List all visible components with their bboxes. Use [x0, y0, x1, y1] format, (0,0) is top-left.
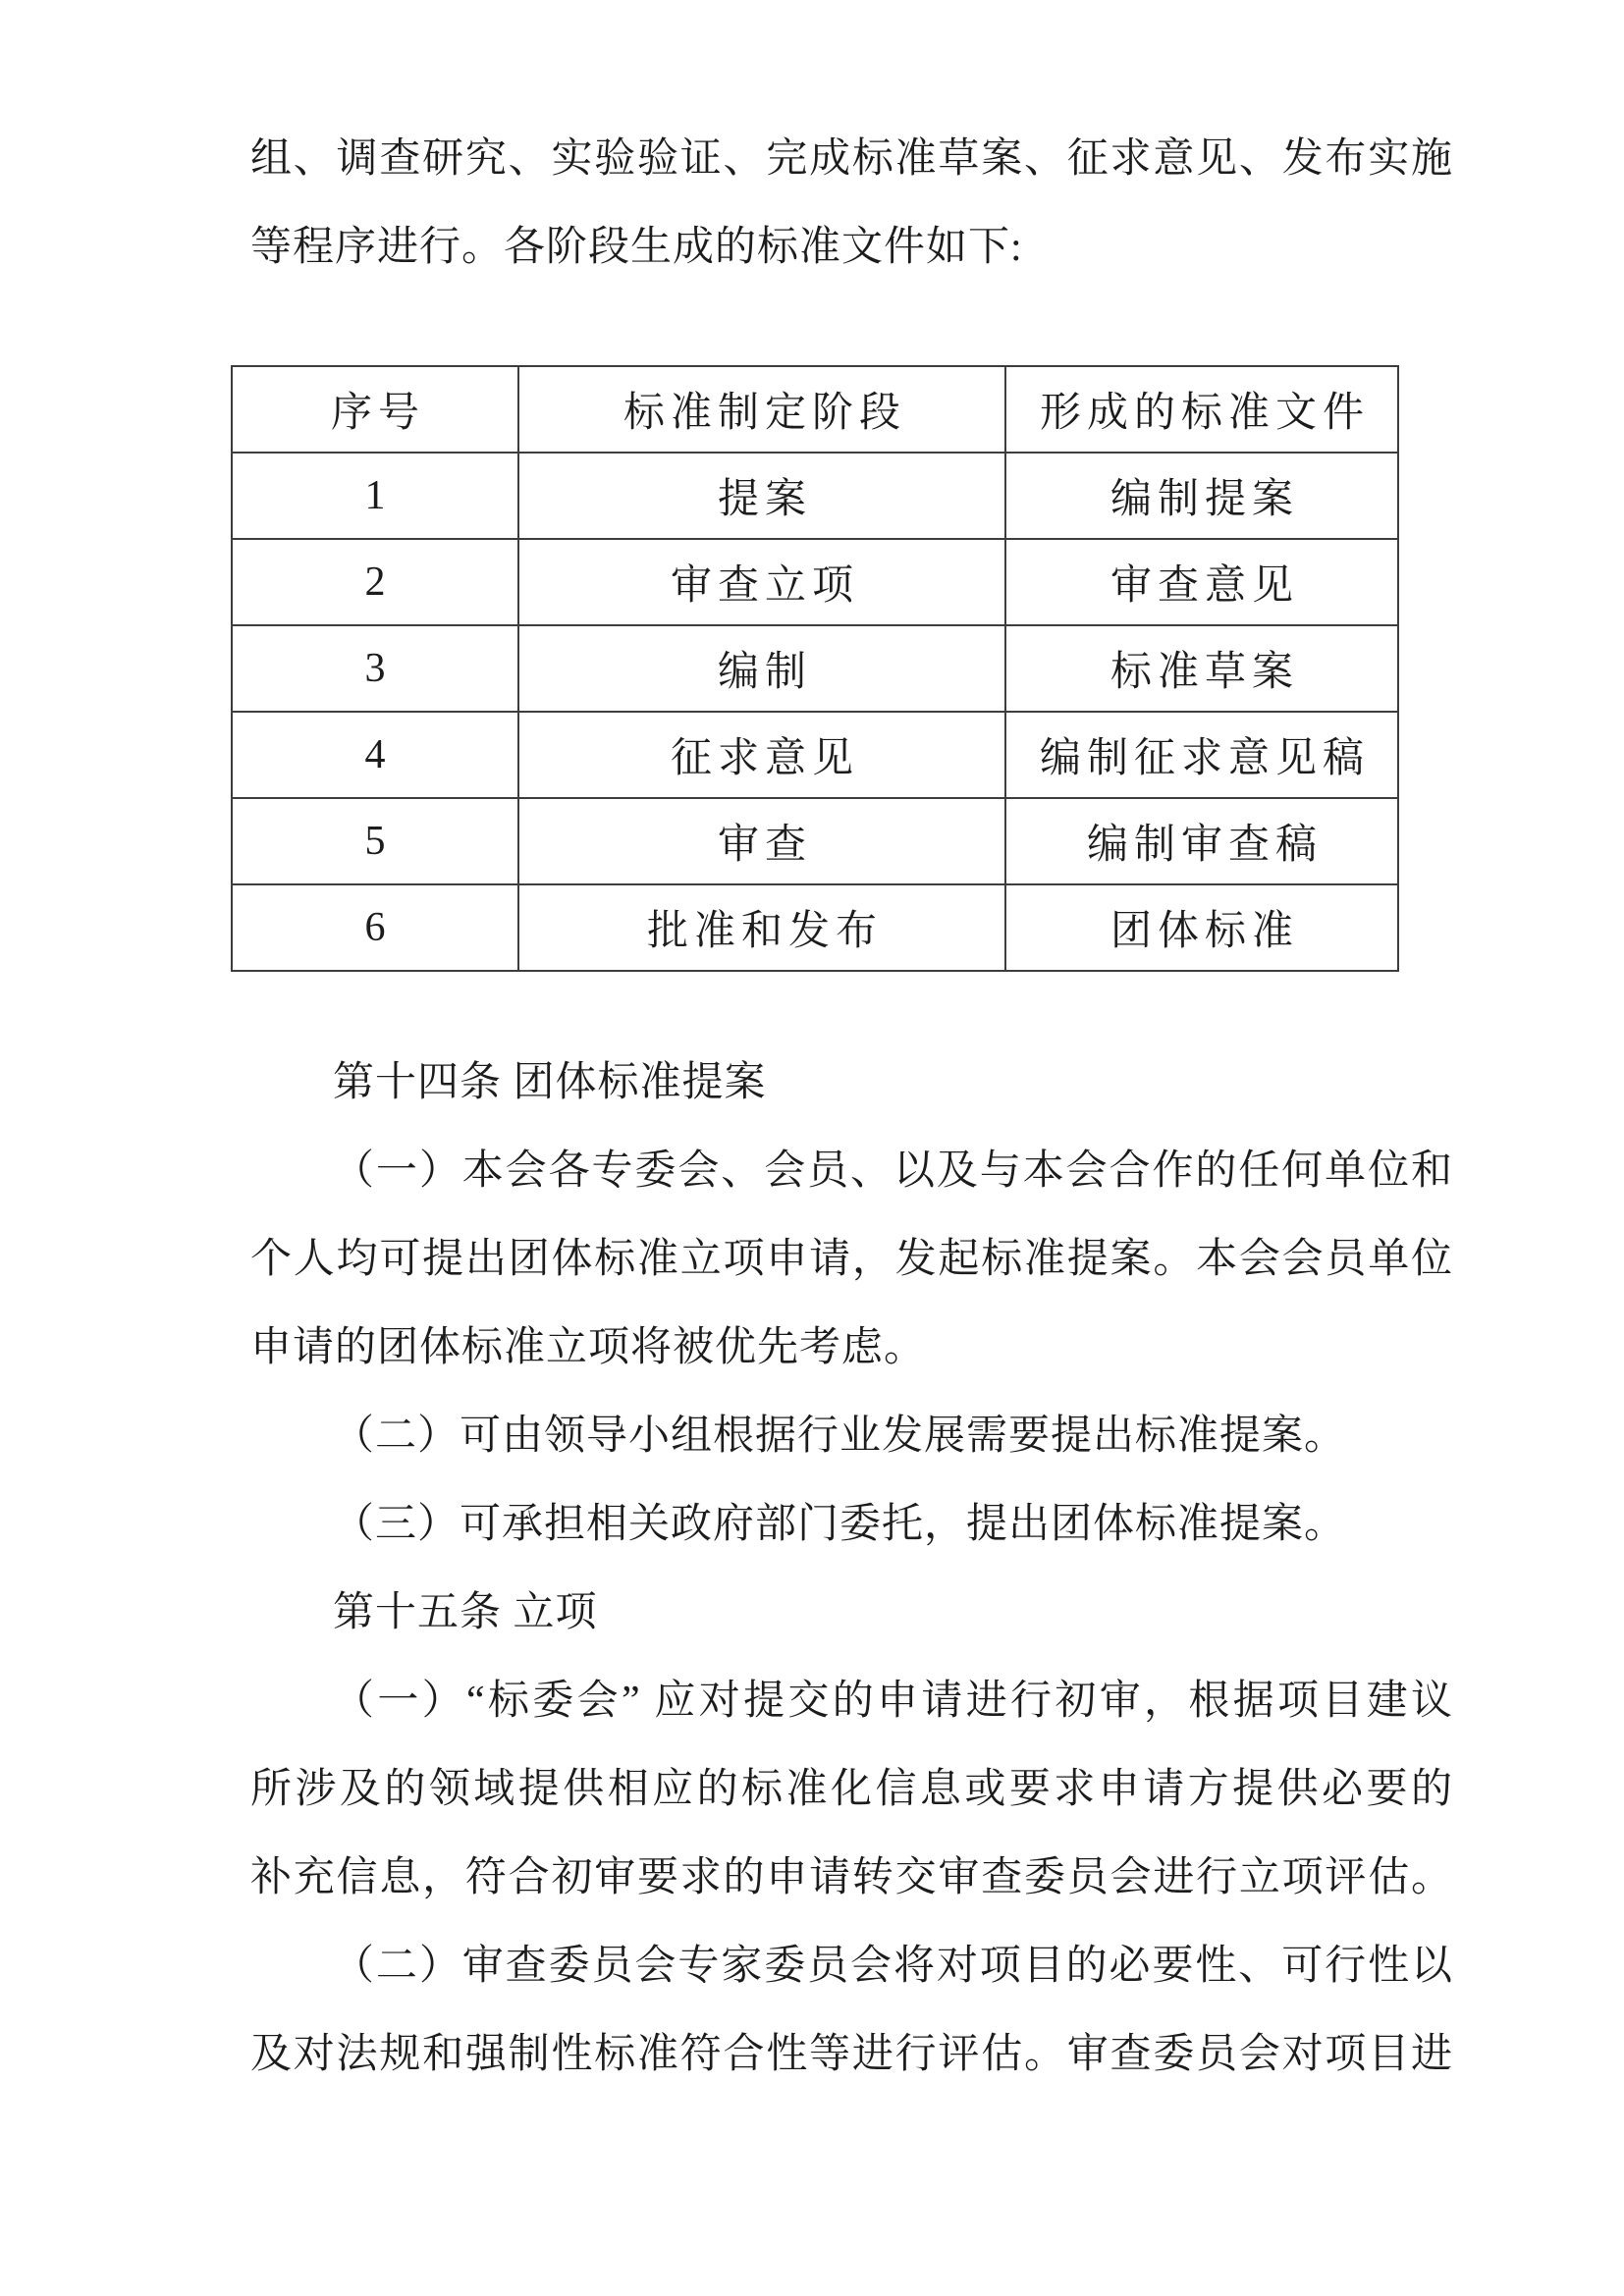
article-14-heading: 第十四条 团体标准提案 [333, 1060, 767, 1105]
header-cell-index: 序号 [232, 366, 518, 453]
body-line: （二）可由领导小组根据行业发展需要提出标准提案。 [333, 1414, 1347, 1459]
intro-line-2: 等程序进行。各阶段生成的标准文件如下: [250, 225, 1023, 270]
body-line: 个人均可提出团体标准立项申请，发起标准提案。本会会员单位 [250, 1237, 1453, 1282]
table-row [232, 539, 1398, 625]
cell-stage: 征求意见 [518, 712, 1005, 798]
cell-index: 3 [232, 625, 518, 712]
header-cell-file: 形成的标准文件 [1005, 366, 1398, 453]
body-line: （一）“标委会” 应对提交的申请进行初审，根据项目建议 [333, 1679, 1453, 1724]
cell-stage: 审查 [518, 798, 1005, 884]
table-row [232, 712, 1398, 798]
header-cell-stage: 标准制定阶段 [518, 366, 1005, 453]
table-header-row [232, 366, 1398, 453]
cell-stage: 提案 [518, 453, 1005, 539]
cell-stage: 审查立项 [518, 539, 1005, 625]
cell-file: 编制提案 [1005, 453, 1398, 539]
body-line: 所涉及的领域提供相应的标准化信息或要求申请方提供必要的 [250, 1767, 1453, 1812]
body-line: （一）本会各专委会、会员、以及与本会合作的任何单位和 [333, 1148, 1453, 1194]
cell-index: 1 [232, 453, 518, 539]
body-line: 补充信息，符合初审要求的申请转交审查委员会进行立项评估。 [250, 1855, 1453, 1900]
cell-stage: 编制 [518, 625, 1005, 712]
standards-stage-table [231, 365, 1399, 972]
cell-index: 4 [232, 712, 518, 798]
cell-file: 标准草案 [1005, 625, 1398, 712]
body-line: （二）审查委员会专家委员会将对项目的必要性、可行性以 [333, 1944, 1453, 1989]
cell-index: 6 [232, 884, 518, 971]
table-row [232, 625, 1398, 712]
cell-file: 审查意见 [1005, 539, 1398, 625]
body-line: （三）可承担相关政府部门委托，提出团体标准提案。 [333, 1502, 1347, 1547]
cell-file: 团体标准 [1005, 884, 1398, 971]
cell-index: 5 [232, 798, 518, 884]
body-line: 申请的团体标准立项将被优先考虑。 [250, 1325, 927, 1370]
table-row [232, 798, 1398, 884]
cell-stage: 批准和发布 [518, 884, 1005, 971]
cell-file: 编制征求意见稿 [1005, 712, 1398, 798]
article-15-heading: 第十五条 立项 [333, 1590, 598, 1635]
body-line: 及对法规和强制性标准符合性等进行评估。审查委员会对项目进 [250, 2032, 1453, 2077]
cell-file: 编制审查稿 [1005, 798, 1398, 884]
intro-line-1: 组、调查研究、实验验证、完成标准草案、征求意见、发布实施 [250, 136, 1453, 182]
cell-index: 2 [232, 539, 518, 625]
table-row [232, 884, 1398, 971]
table-row [232, 453, 1398, 539]
